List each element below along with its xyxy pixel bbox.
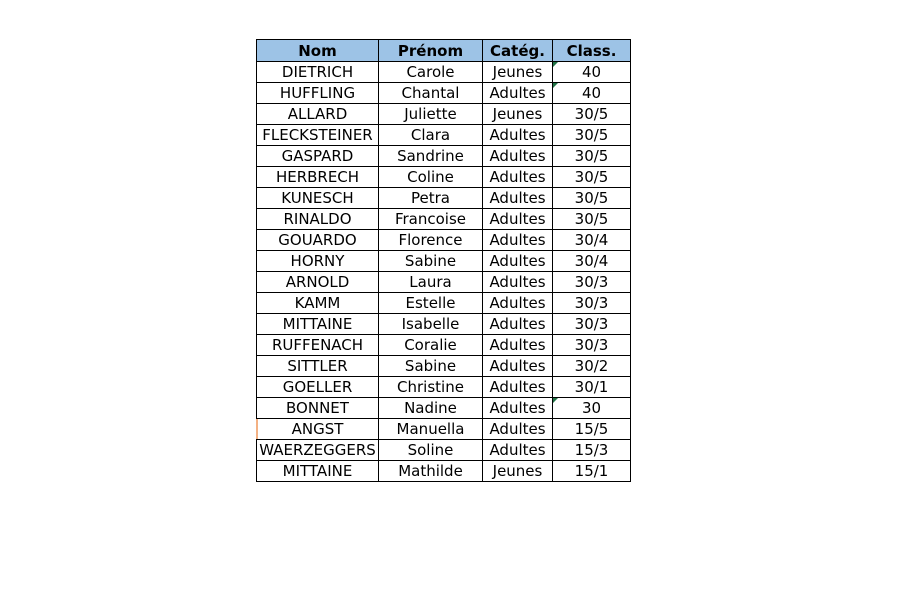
cell-class[interactable]: 30/3 [553,272,631,293]
table-row [257,188,631,209]
cell-categ[interactable]: Adultes [483,356,553,377]
cell-nom[interactable]: MITTAINE [257,314,379,335]
header-prenom[interactable]: Prénom [379,40,483,62]
cell-categ[interactable]: Adultes [483,188,553,209]
header-categ[interactable]: Catég. [483,40,553,62]
cell-nom[interactable]: GOUARDO [257,230,379,251]
cell-prenom[interactable]: Isabelle [379,314,483,335]
table-row [257,167,631,188]
table-row [257,440,631,461]
cell-nom[interactable]: RUFFENACH [257,335,379,356]
cell-categ[interactable]: Adultes [483,293,553,314]
table-row [257,146,631,167]
cell-class[interactable]: 30/1 [553,377,631,398]
table-row [257,293,631,314]
cell-class[interactable]: 15/1 [553,461,631,482]
table-row [257,230,631,251]
cell-nom[interactable]: BONNET [257,398,379,419]
cell-prenom[interactable]: Christine [379,377,483,398]
header-nom[interactable]: Nom [257,40,379,62]
cell-prenom[interactable]: Sabine [379,251,483,272]
cell-nom[interactable]: KAMM [257,293,379,314]
cell-categ[interactable]: Adultes [483,167,553,188]
cell-class[interactable]: 30/5 [553,104,631,125]
cell-nom[interactable]: GASPARD [257,146,379,167]
cell-prenom[interactable]: Soline [379,440,483,461]
cell-prenom[interactable]: Chantal [379,83,483,104]
cell-nom[interactable]: HORNY [257,251,379,272]
cell-class[interactable]: 15/5 [553,419,631,440]
cell-categ[interactable]: Adultes [483,146,553,167]
cell-class[interactable]: 30 [553,398,631,419]
table-row [257,461,631,482]
comment-indicator-icon [553,398,558,403]
ranking-table [256,39,631,482]
cell-nom[interactable]: ARNOLD [257,272,379,293]
cell-categ[interactable]: Adultes [483,209,553,230]
cell-categ[interactable]: Jeunes [483,62,553,83]
cell-categ[interactable]: Jeunes [483,104,553,125]
cell-class[interactable]: 30/4 [553,230,631,251]
cell-prenom[interactable]: Coralie [379,335,483,356]
cell-prenom[interactable]: Mathilde [379,461,483,482]
table-row [257,272,631,293]
cell-prenom[interactable]: Carole [379,62,483,83]
table-row [257,62,631,83]
table-row [257,83,631,104]
cell-nom[interactable]: SITTLER [257,356,379,377]
table-row [257,209,631,230]
cell-nom[interactable]: HERBRECH [257,167,379,188]
comment-indicator-icon [553,62,558,67]
table-row [257,125,631,146]
cell-class[interactable]: 30/3 [553,293,631,314]
cell-nom[interactable]: GOELLER [257,377,379,398]
cell-nom[interactable]: FLECKSTEINER [257,125,379,146]
cell-prenom[interactable]: Manuella [379,419,483,440]
table-row [257,356,631,377]
table-row [257,251,631,272]
header-row [257,40,631,62]
cell-categ[interactable]: Adultes [483,335,553,356]
cell-class[interactable]: 40 [553,83,631,104]
table-row [257,335,631,356]
comment-indicator-icon [553,83,558,88]
table-row [257,314,631,335]
cell-categ[interactable]: Adultes [483,398,553,419]
cell-prenom[interactable]: Petra [379,188,483,209]
cell-prenom[interactable]: Florence [379,230,483,251]
cell-prenom[interactable]: Francoise [379,209,483,230]
cell-categ[interactable]: Adultes [483,251,553,272]
cell-class[interactable]: 30/4 [553,251,631,272]
cell-class[interactable]: 30/3 [553,335,631,356]
cell-nom[interactable]: ALLARD [257,104,379,125]
cell-nom[interactable]: MITTAINE [257,461,379,482]
cell-categ[interactable]: Adultes [483,314,553,335]
table-row [257,398,631,419]
cell-categ[interactable]: Jeunes [483,461,553,482]
cell-prenom[interactable]: Estelle [379,293,483,314]
cell-nom[interactable]: RINALDO [257,209,379,230]
cell-nom[interactable]: KUNESCH [257,188,379,209]
table-row [257,104,631,125]
cell-categ[interactable]: Adultes [483,419,553,440]
cell-prenom[interactable]: Sandrine [379,146,483,167]
cell-prenom[interactable]: Coline [379,167,483,188]
cell-class[interactable]: 30/5 [553,209,631,230]
table-body [257,62,631,482]
cell-class[interactable]: 40 [553,62,631,83]
cell-class[interactable]: 30/5 [553,188,631,209]
header-class[interactable]: Class. [553,40,631,62]
cell-class[interactable]: 30/3 [553,314,631,335]
cell-prenom[interactable]: Juliette [379,104,483,125]
cell-class[interactable]: 30/5 [553,146,631,167]
cell-nom[interactable]: ANGST [257,419,379,440]
cell-nom[interactable]: HUFFLING [257,83,379,104]
cell-categ[interactable]: Adultes [483,125,553,146]
cell-marker-icon [256,419,258,439]
cell-prenom[interactable]: Nadine [379,398,483,419]
cell-class[interactable]: 15/3 [553,440,631,461]
spreadsheet-area [256,39,631,482]
cell-class[interactable]: 30/2 [553,356,631,377]
cell-class[interactable]: 30/5 [553,167,631,188]
cell-nom[interactable]: DIETRICH [257,62,379,83]
cell-class[interactable]: 30/5 [553,125,631,146]
cell-prenom[interactable]: Clara [379,125,483,146]
cell-categ[interactable]: Adultes [483,377,553,398]
cell-categ[interactable]: Adultes [483,230,553,251]
table-row [257,377,631,398]
cell-categ[interactable]: Adultes [483,440,553,461]
cell-categ[interactable]: Adultes [483,83,553,104]
table-row [257,419,631,440]
cell-nom[interactable]: WAERZEGGERS [257,440,379,461]
cell-prenom[interactable]: Sabine [379,356,483,377]
cell-categ[interactable]: Adultes [483,272,553,293]
cell-prenom[interactable]: Laura [379,272,483,293]
